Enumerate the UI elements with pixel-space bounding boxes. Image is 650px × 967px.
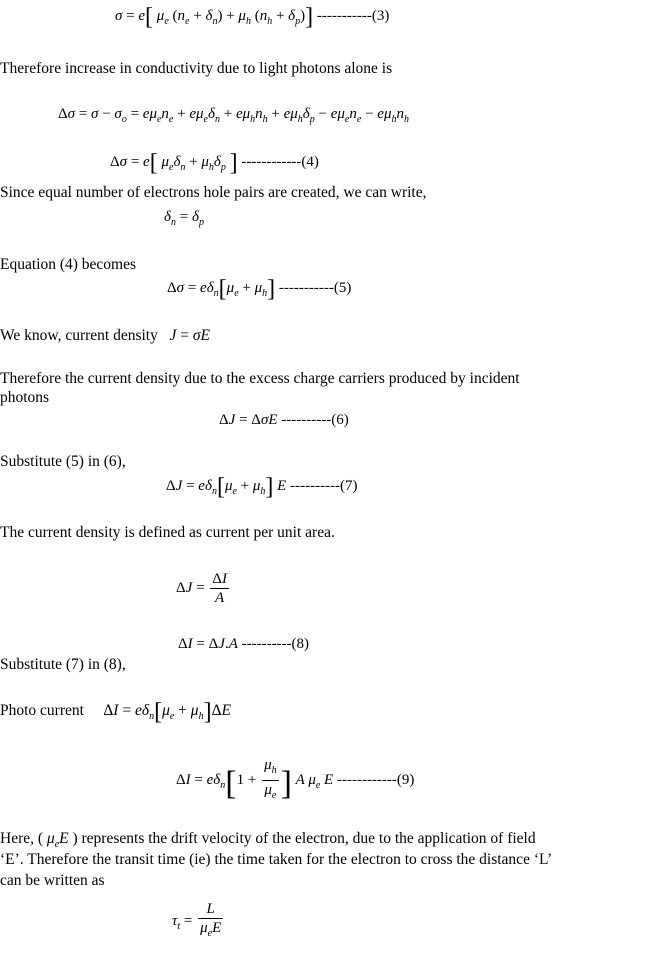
- equation-4: Δσ = e[ $\mu_e\delta_n + \mu_h\delta_p$ ] ------------(4): [110, 150, 319, 176]
- paragraph-line: We know, current density J = σE: [0, 327, 211, 344]
- equation-9: $\Delta I = e\delta_n[1$ + $\frac{\mu_h}{\mu_e}$ ] A $\mu_e$ E ------------(9): [176, 756, 414, 805]
- paragraph-line: photons: [0, 389, 50, 406]
- equation-3: σ = e[ $\mu_e$ $(n_e + \delta_n) + \mu_h$ $(n_h + \delta_p)$] -----------(3): [115, 4, 390, 30]
- equation-5-tag: -----------(5): [278, 280, 352, 296]
- paragraph-line: Equation (4) becomes: [0, 256, 137, 273]
- equation-9-tag: ------------(9): [336, 771, 415, 788]
- paragraph-line: Therefore increase in conductivity due to light photons alone is: [0, 60, 393, 77]
- equation-6-tag: ----------(6): [281, 412, 349, 428]
- photo-current-label: Photo current: [0, 702, 84, 719]
- equation-6: ΔJ = ΔσE ----------(6): [219, 412, 349, 428]
- equation-5: $\Delta\sigma = e\delta_n[\mu_e + \mu_h]$ -----------(5): [167, 276, 352, 302]
- equation-transit-time: $\tau_t$ = $\frac{L}{\mu_eE}$: [172, 900, 225, 943]
- equation-delta-sigma-expansion: $\Delta\sigma = \sigma - \sigma_o = e\mu_en_e + e\mu_e\delta_n + e\mu_hn_h + e\mu_h\delta_p - e\mu_en_e - e\mu_hn_h$: [58, 106, 409, 125]
- paragraph-line: Here, ( $\mu_eE$ ) represents the drift velocity of the electron, due to the application of field: [0, 830, 536, 850]
- paragraph-line: can be written as: [0, 872, 105, 889]
- equation-delta-n-equals-delta-p: $\delta_n = \delta_p$: [164, 209, 204, 228]
- equation-8: ΔI = ΔJ.A ----------(8): [178, 636, 310, 652]
- paragraph-line: Therefore the current density due to the excess charge carriers produced by incident: [0, 370, 520, 387]
- paragraph-line: Since equal number of electrons hole pairs are created, we can write,: [0, 184, 427, 201]
- equation-3-tag: -----------(3): [316, 8, 390, 24]
- text-fragment: Here, (: [0, 830, 44, 847]
- fraction: $\frac{L}{\mu_eE}$: [200, 901, 222, 939]
- equation-4-tag: ------------(4): [241, 154, 319, 170]
- fraction: $\frac{\Delta I}{A}$: [212, 571, 227, 606]
- text-fragment: ) represents the drift velocity of the electron, due to the application of field: [72, 830, 536, 847]
- paragraph-line: The current density is defined as current per unit area.: [0, 524, 335, 541]
- paragraph-line: Photo current $\Delta I = e\delta_n[\mu_e + \mu_h]\Delta E$: [0, 699, 232, 725]
- equation-7: $\Delta J = e\delta_n[\mu_e + \mu_h]$ E ----------(7): [166, 474, 358, 500]
- equation-delta-j-fraction: ΔJ = $\frac{\Delta I}{A}$: [176, 571, 227, 606]
- current-density-label: We know, current density: [0, 327, 158, 344]
- paragraph-line: Substitute (5) in (6),: [0, 453, 126, 470]
- equation-8-tag: ----------(8): [241, 636, 310, 652]
- equation-7-tag: ----------(7): [290, 478, 358, 494]
- paragraph-line: ‘E’. Therefore the transit time (ie) the time taken for the electron to cross the distance ‘L’: [0, 851, 553, 868]
- fraction: $\frac{\mu_h}{\mu_e}$: [264, 757, 277, 801]
- paragraph-line: Substitute (7) in (8),: [0, 656, 126, 673]
